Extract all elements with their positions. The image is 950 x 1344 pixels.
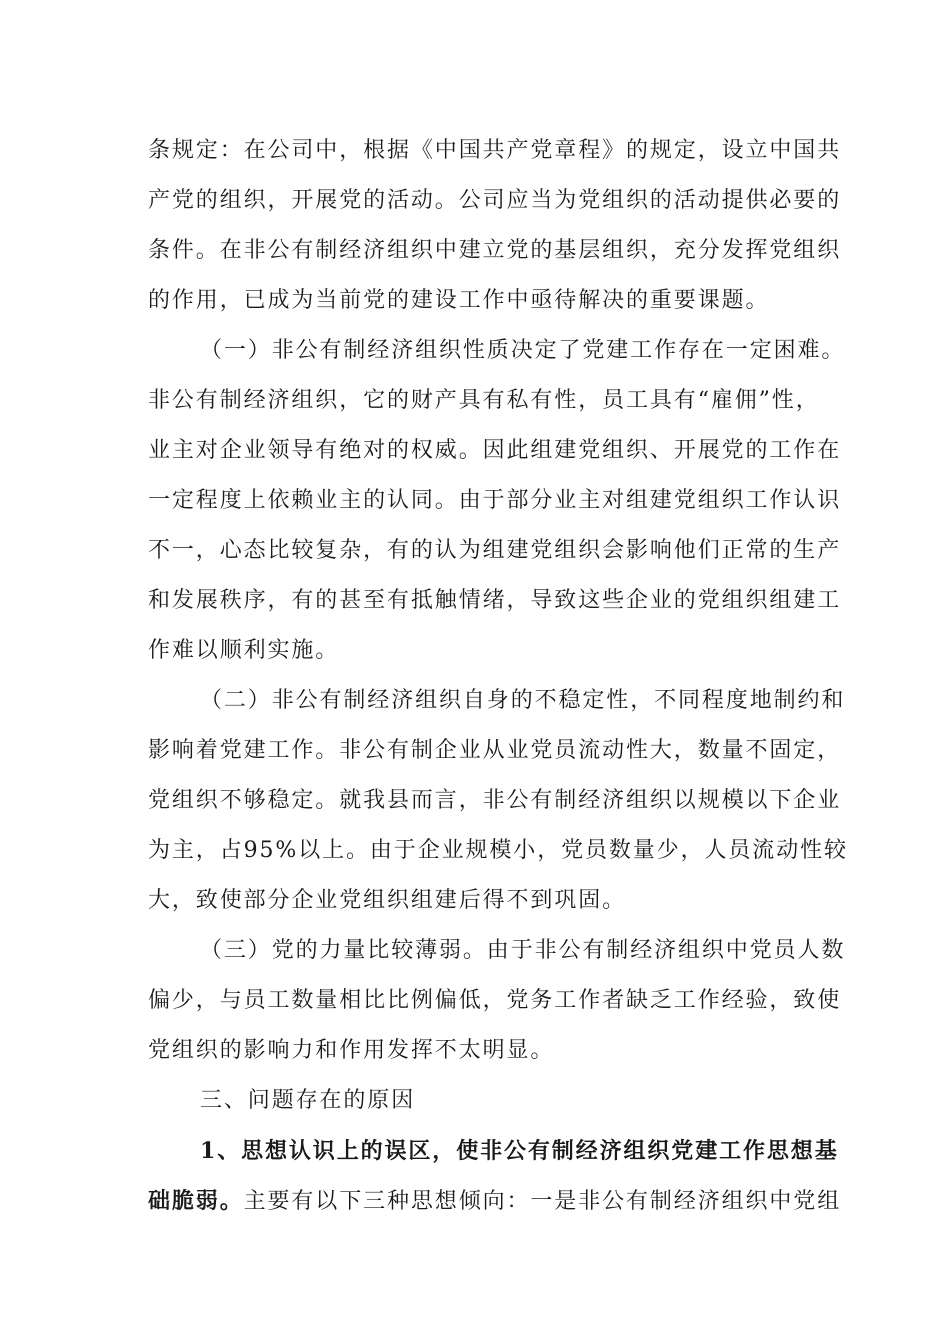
text-line-rest: 主要有以下三种思想倾向：一是非公有制经济组织中党组 xyxy=(243,1189,842,1214)
text-line: 业主对企业领导有绝对的权威。因此组建党组织、开展党的工作在 xyxy=(148,438,842,463)
text-line: （二）非公有制经济组织自身的不稳定性，不同程度地制约和 xyxy=(200,688,846,713)
subsection-heading-end: 础脆弱。 xyxy=(148,1188,244,1214)
text-line: 大，致使部分企业党组织组建后得不到巩固。 xyxy=(148,888,627,913)
section-heading: 三、问题存在的原因 xyxy=(200,1088,416,1113)
text-line: 产党的组织，开展党的活动。公司应当为党组织的活动提供必要的 xyxy=(148,188,842,213)
text-line: 党组织不够稳定。就我县而言，非公有制经济组织以规模以下企业 xyxy=(148,788,842,813)
text-line: 作难以顺利实施。 xyxy=(148,638,340,663)
subsection-heading: 1、思想认识上的误区，使非公有制经济组织党建工作思想基 xyxy=(200,1138,839,1164)
text-line: 非公有制经济组织，它的财产具有私有性，员工具有“雇佣”性， xyxy=(148,388,820,413)
text-line: 为主，占95%以上。由于企业规模小，党员数量少，人员流动性较 xyxy=(148,838,848,863)
text-line: （一）非公有制经济组织性质决定了党建工作存在一定困难。 xyxy=(200,338,846,363)
text-line: 偏少，与员工数量相比比例偏低，党务工作者缺乏工作经验，致使 xyxy=(148,988,842,1013)
text-line: 条件。在非公有制经济组织中建立党的基层组织，充分发挥党组织 xyxy=(148,238,842,263)
text-line xyxy=(148,1186,842,1217)
text-line: 的作用，已成为当前党的建设工作中亟待解决的重要课题。 xyxy=(148,288,770,313)
text-line: 党组织的影响力和作用发挥不太明显。 xyxy=(148,1038,555,1063)
text-line: 影响着党建工作。非公有制企业从业党员流动性大，数量不固定， xyxy=(148,738,842,763)
text-line: （三）党的力量比较薄弱。由于非公有制经济组织中党员人数 xyxy=(200,938,846,963)
text-line: 不一，心态比较复杂，有的认为组建党组织会影响他们正常的生产 xyxy=(148,538,842,563)
text-line: 和发展秩序，有的甚至有抵触情绪，导致这些企业的党组织组建工 xyxy=(148,588,842,613)
text-line: 一定程度上依赖业主的认同。由于部分业主对组建党组织工作认识 xyxy=(148,488,842,513)
text-line: 条规定：在公司中，根据《中国共产党章程》的规定，设立中国共 xyxy=(148,138,842,163)
